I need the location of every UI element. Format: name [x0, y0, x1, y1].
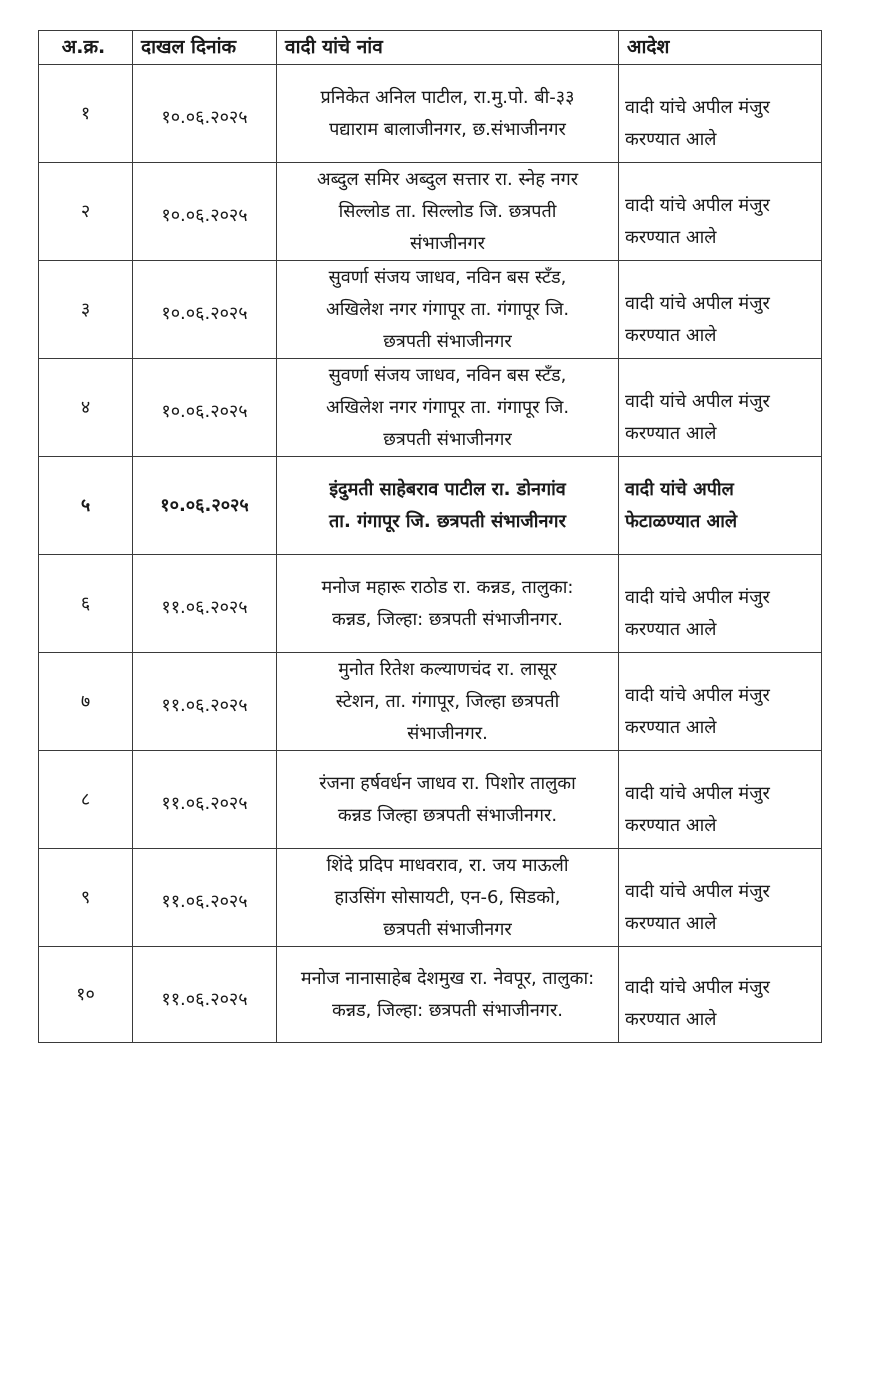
- cell-date: १०.०६.२०२५: [133, 457, 277, 555]
- cell-date: १०.०६.२०२५: [133, 261, 277, 359]
- cell-order: [619, 947, 822, 1043]
- table-row: [39, 359, 822, 457]
- name-line: कन्नड, जिल्हा: छत्रपती संभाजीनगर.: [331, 608, 564, 630]
- cell-name: [277, 555, 619, 653]
- name-line: पद्याराम बालाजीनगर, छ.संभाजीनगर: [329, 118, 566, 140]
- order-line: वादी यांचे अपील मंजुर: [625, 195, 770, 216]
- cell-date: १०.०६.२०२५: [133, 163, 277, 261]
- cell-name: [277, 457, 619, 555]
- cell-date: ११.०६.२०२५: [133, 555, 277, 653]
- cell-order: [619, 457, 822, 555]
- cell-serial: १०: [39, 947, 133, 1043]
- name-line: संभाजीनगर.: [407, 722, 488, 744]
- name-line: इंदुमती साहेबराव पाटील रा. डोनगांव: [329, 478, 566, 500]
- order-line: करण्यात आले: [625, 717, 717, 738]
- table-row: [39, 653, 822, 751]
- name-line: अखिलेश नगर गंगापूर ता. गंगापूर जि.: [325, 396, 570, 418]
- cell-order: [619, 261, 822, 359]
- cell-order: [619, 849, 822, 947]
- order-line: वादी यांचे अपील मंजुर: [625, 977, 770, 998]
- table-row: [39, 947, 822, 1043]
- order-line: वादी यांचे अपील मंजुर: [625, 391, 770, 412]
- cell-order: [619, 555, 822, 653]
- cell-date: १०.०६.२०२५: [133, 359, 277, 457]
- order-line: वादी यांचे अपील मंजुर: [625, 685, 770, 706]
- cell-name: [277, 653, 619, 751]
- cell-order: [619, 163, 822, 261]
- name-line: अखिलेश नगर गंगापूर ता. गंगापूर जि.: [325, 298, 570, 320]
- table-row: [39, 751, 822, 849]
- name-line: मुनोत रितेश कल्याणचंद रा. लासूर: [338, 658, 557, 680]
- name-line: शिंदे प्रदिप माधवराव, रा. जय माऊली: [326, 854, 569, 876]
- name-line: छत्रपती संभाजीनगर: [383, 918, 512, 940]
- cell-name: [277, 947, 619, 1043]
- order-line: वादी यांचे अपील मंजुर: [625, 587, 770, 608]
- name-line: स्टेशन, ता. गंगापूर, जिल्हा छत्रपती: [335, 690, 560, 712]
- table-row: [39, 261, 822, 359]
- name-line: मनोज नानासाहेब देशमुख रा. नेवपूर, तालुका:: [300, 967, 595, 989]
- order-line: वादी यांचे अपील मंजुर: [625, 783, 770, 804]
- name-line: सुवर्णा संजय जाधव, नविन बस स्टॅंड,: [328, 266, 567, 288]
- cell-serial: १: [39, 65, 133, 163]
- cell-name: [277, 163, 619, 261]
- name-line: छत्रपती संभाजीनगर: [383, 428, 512, 450]
- header-order: आदेश: [619, 31, 822, 65]
- cell-serial: ७: [39, 653, 133, 751]
- name-line: सुवर्णा संजय जाधव, नविन बस स्टॅंड,: [328, 364, 567, 386]
- cell-date: ११.०६.२०२५: [133, 947, 277, 1043]
- order-line: फेटाळण्यात आले: [625, 510, 738, 532]
- order-line: वादी यांचे अपील मंजुर: [625, 293, 770, 314]
- cell-order: [619, 359, 822, 457]
- name-line: ता. गंगापूर जि. छत्रपती संभाजीनगर: [329, 510, 566, 532]
- cell-name: [277, 65, 619, 163]
- table-header-row: [39, 31, 822, 65]
- order-line: करण्यात आले: [625, 815, 717, 836]
- name-line: हाउसिंग सोसायटी, एन-6, सिडको,: [334, 886, 561, 908]
- table-row: [39, 849, 822, 947]
- header-date: दाखल दिनांक: [133, 31, 277, 65]
- cell-name: [277, 359, 619, 457]
- order-line: करण्यात आले: [625, 913, 717, 934]
- name-line: छत्रपती संभाजीनगर: [383, 330, 512, 352]
- order-line: करण्यात आले: [625, 325, 717, 346]
- name-line: प्रनिकेत अनिल पाटील, रा.मु.पो. बी-३३: [320, 86, 575, 108]
- cell-date: ११.०६.२०२५: [133, 849, 277, 947]
- name-line: संभाजीनगर: [410, 232, 485, 254]
- cell-date: ११.०६.२०२५: [133, 751, 277, 849]
- header-serial: अ.क्र.: [39, 31, 133, 65]
- cell-name: [277, 261, 619, 359]
- order-line: वादी यांचे अपील: [625, 478, 734, 500]
- cell-serial: ४: [39, 359, 133, 457]
- cell-serial: २: [39, 163, 133, 261]
- order-line: वादी यांचे अपील मंजुर: [625, 881, 770, 902]
- cell-date: ११.०६.२०२५: [133, 653, 277, 751]
- name-line: रंजना हर्षवर्धन जाधव रा. पिशोर तालुका: [319, 772, 576, 794]
- table-row: [39, 163, 822, 261]
- order-line: करण्यात आले: [625, 227, 717, 248]
- cell-serial: ८: [39, 751, 133, 849]
- name-line: कन्नड, जिल्हा: छत्रपती संभाजीनगर.: [331, 999, 564, 1021]
- cell-serial: ५: [39, 457, 133, 555]
- cell-serial: ३: [39, 261, 133, 359]
- table-row: [39, 457, 822, 555]
- table-row: [39, 65, 822, 163]
- header-name: वादी यांचे नांव: [277, 31, 619, 65]
- cell-order: [619, 65, 822, 163]
- order-line: करण्यात आले: [625, 129, 717, 150]
- table-row: [39, 555, 822, 653]
- appeal-orders-table: [38, 30, 822, 1043]
- cell-date: १०.०६.२०२५: [133, 65, 277, 163]
- order-line: करण्यात आले: [625, 619, 717, 640]
- name-line: अब्दुल समिर अब्दुल सत्तार रा. स्नेह नगर: [316, 168, 579, 190]
- order-line: करण्यात आले: [625, 423, 717, 444]
- order-line: वादी यांचे अपील मंजुर: [625, 97, 770, 118]
- cell-name: [277, 849, 619, 947]
- cell-order: [619, 751, 822, 849]
- cell-serial: ६: [39, 555, 133, 653]
- name-line: कन्नड जिल्हा छत्रपती संभाजीनगर.: [337, 804, 558, 826]
- name-line: सिल्लोड ता. सिल्लोड जि. छत्रपती: [338, 200, 557, 222]
- name-line: मनोज महारू राठोड रा. कन्नड, तालुका:: [321, 576, 574, 598]
- table-body: [39, 65, 822, 1043]
- cell-name: [277, 751, 619, 849]
- cell-serial: ९: [39, 849, 133, 947]
- cell-order: [619, 653, 822, 751]
- order-line: करण्यात आले: [625, 1009, 717, 1030]
